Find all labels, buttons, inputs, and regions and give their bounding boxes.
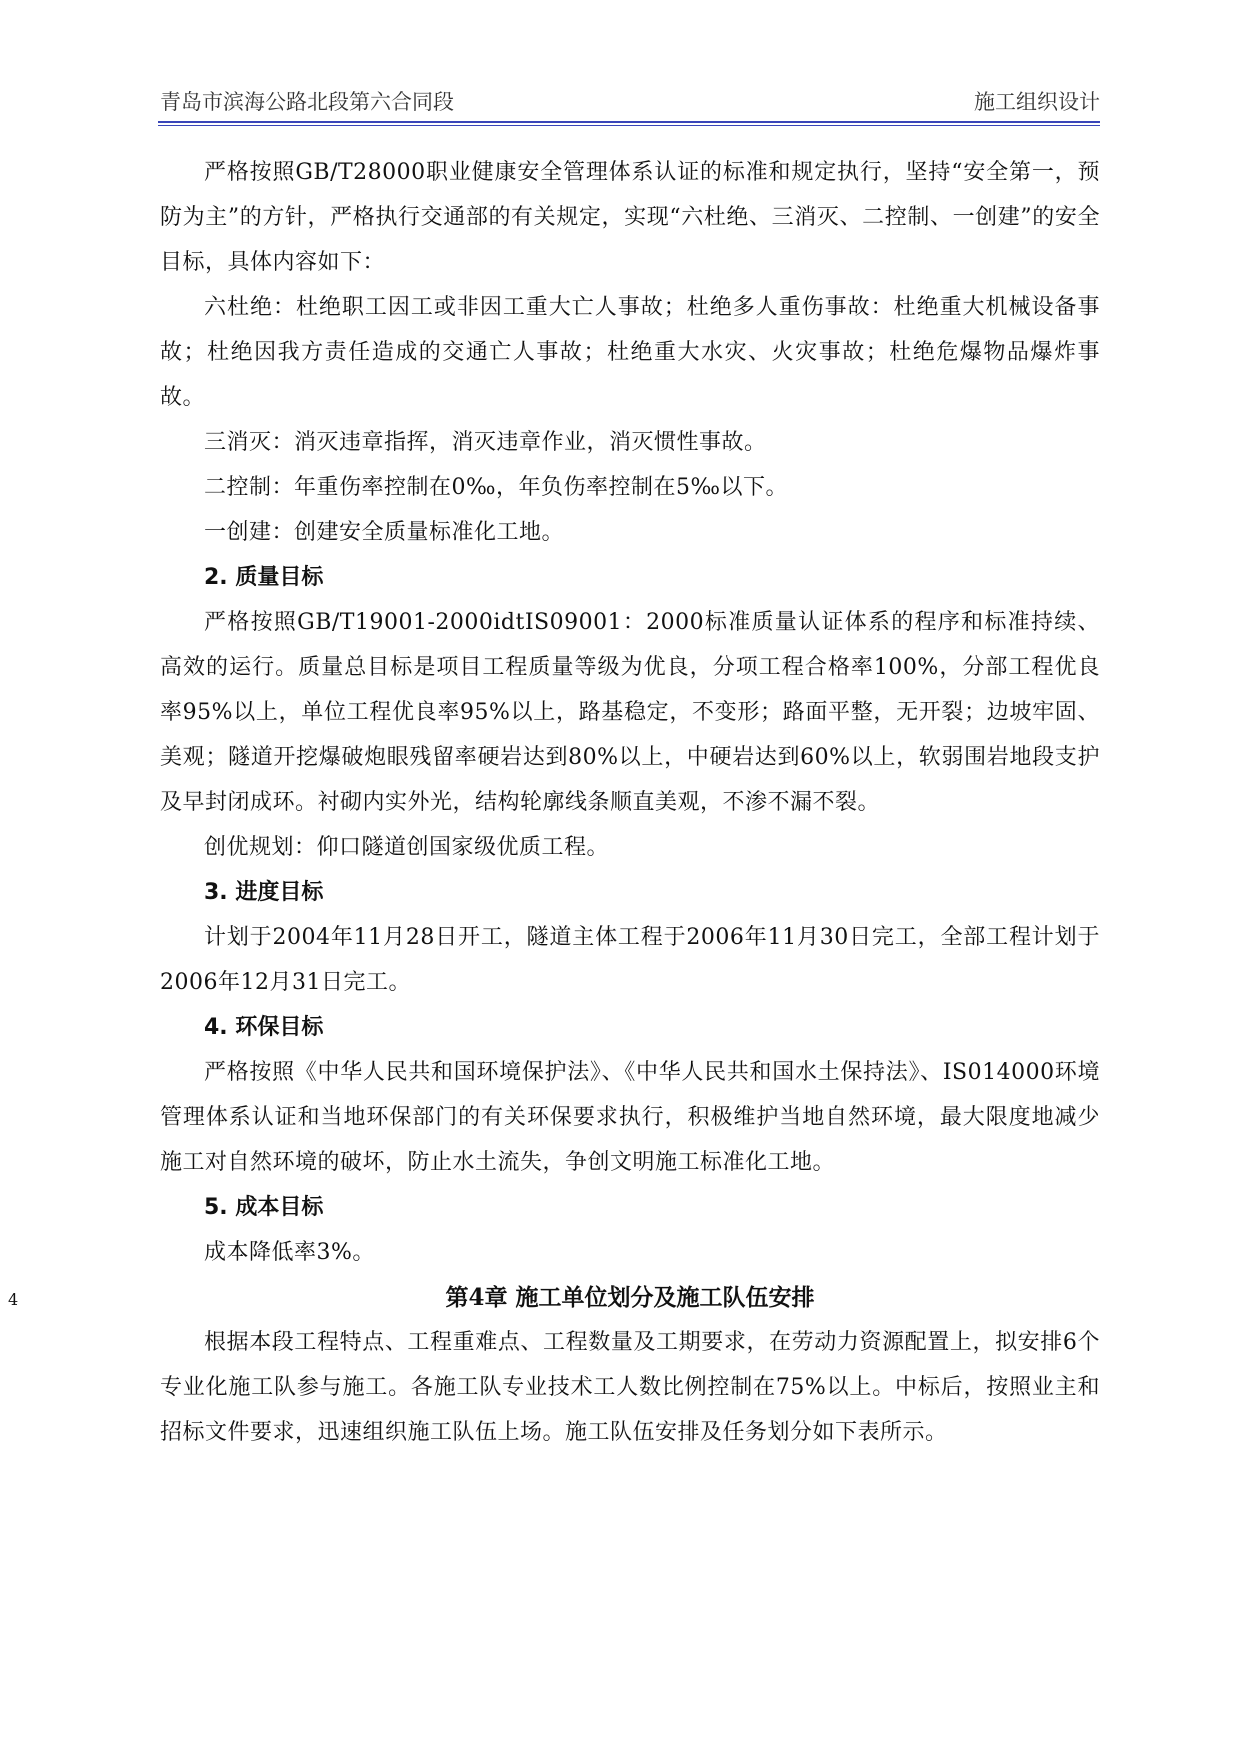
paragraph-cost: 成本降低率3%。: [204, 1240, 375, 1265]
page-body: [160, 150, 1100, 1455]
header-project-title: 青岛市滨海公路北段第六合同段: [160, 90, 454, 114]
heading-schedule-goal: 3. 进度目标: [204, 880, 324, 905]
heading-quality-goal: 2. 质量目标: [204, 565, 324, 590]
paragraph-quality: 严格按照GB/T19001-2000idtIS09001：2000标准质量认证体系的程序和标准持续、高效的运行。质量总目标是项目工程质量等级为优良，分项工程合格率100%，分部工程优良率95%以上，单位工程优良率95%以上，路基稳定，不变形；路面平整，无开裂；边坡牢固、美观；隧道开挖爆破炮眼残留率硬岩达到80%以上，中硬岩达到60%以上，软弱围岩地段支护及早封闭成环。衬砌内实外光，结构轮廓线条顺直美观，不渗不漏不裂。: [160, 610, 1100, 815]
page-header: [160, 86, 1100, 122]
header-rule-thick: [158, 121, 1100, 123]
header-rule-thin: [158, 125, 1100, 126]
paragraph-environment: 严格按照《中华人民共和国环境保护法》、《中华人民共和国水土保持法》、IS014000环境管理体系认证和当地环保部门的有关环保要求执行，积极维护当地自然环境，最大限度地减少施工对自然环境的破坏，防止水土流失，争创文明施工标准化工地。: [160, 1060, 1100, 1175]
paragraph-schedule: 计划于2004年11月28日开工，隧道主体工程于2006年11月30日完工，全部工程计划于2006年12月31日完工。: [160, 925, 1100, 995]
paragraph-two-controls: 二控制：年重伤率控制在0‰，年负伤率控制在5‰以下。: [204, 475, 789, 500]
paragraph-safety-intro: 严格按照GB/T28000职业健康安全管理体系认证的标准和规定执行，坚持“安全第一，预防为主”的方针，严格执行交通部的有关规定，实现“六杜绝、三消灭、二控制、一创建”的安全目标，具体内容如下：: [160, 160, 1100, 275]
paragraph-team-arrangement: 根据本段工程特点、工程重难点、工程数量及工期要求，在劳动力资源配置上，拟安排6个专业化施工队参与施工。各施工队专业技术工人数比例控制在75%以上。中标后，按照业主和招标文件要求，迅速组织施工队伍上场。施工队伍安排及任务划分如下表所示。: [160, 1330, 1100, 1445]
paragraph-one-creation: 一创建：创建安全质量标准化工地。: [204, 520, 565, 545]
header-doc-title: 施工组织设计: [974, 90, 1100, 114]
chapter-title: 第4章 施工单位划分及施工队伍安排: [445, 1284, 815, 1311]
paragraph-six-eliminations: 六杜绝：杜绝职工因工或非因工重大亡人事故；杜绝多人重伤事故：杜绝重大机械设备事故；杜绝因我方责任造成的交通亡人事故；杜绝重大水灾、火灾事故；杜绝危爆物品爆炸事故。: [160, 295, 1100, 410]
heading-cost-goal: 5. 成本目标: [204, 1195, 324, 1220]
paragraph-three-eliminations: 三消灭：消灭违章指挥，消灭违章作业，消灭惯性事故。: [204, 430, 767, 455]
paragraph-excellence-plan: 创优规划：仰口隧道创国家级优质工程。: [204, 835, 610, 860]
page-number: 4: [8, 1290, 19, 1309]
heading-environment-goal: 4. 环保目标: [204, 1015, 324, 1040]
